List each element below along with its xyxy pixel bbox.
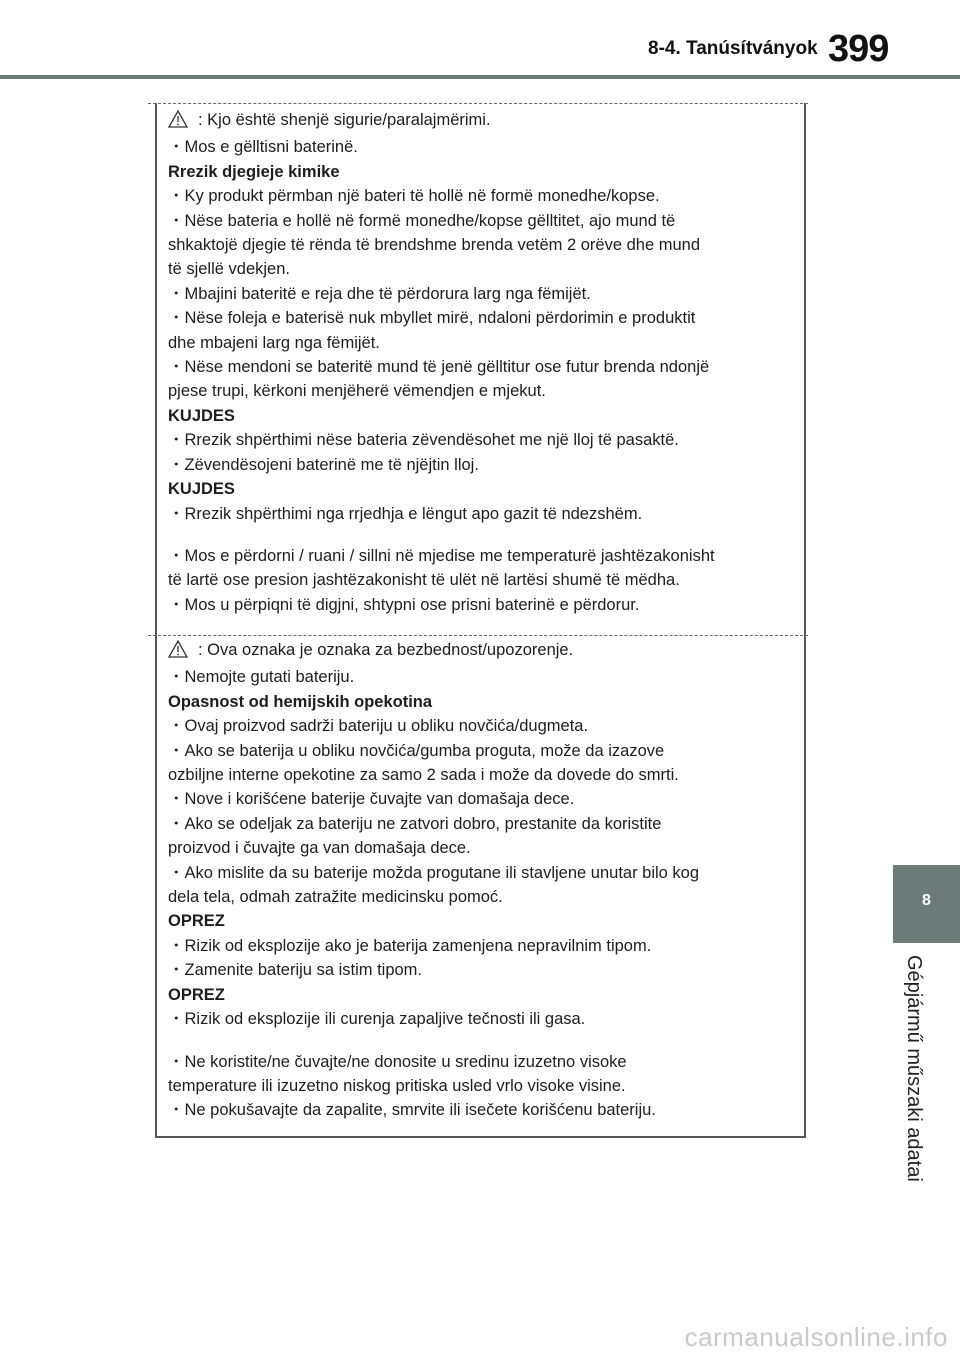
line-text: ・Ako se baterija u obliku novčića/gumba proguta, može da izazove [168,741,665,760]
line-text: : Ova oznaka je oznaka za bezbednost/upozorenje. [198,641,574,659]
line-text: ・Nëse mendoni se bateritë mund të jenë gëlltitur ose futur brenda ndonjë [168,358,710,377]
line-text: dela tela, odmah zatražite medicinsku pomoć. [168,888,503,907]
text-line [168,638,788,665]
text-line [168,331,788,355]
line-text: ・Mos e përdorni / ruani / sillni në mjedise me temperaturë jashtëzakonisht [168,546,715,565]
text-line [168,257,788,281]
text-line [168,714,788,738]
line-text: pjese trupi, kërkoni menjëherë vëmendjen e mjekut. [168,382,546,401]
text-line [168,306,788,330]
line-text: ・Mos u përpiqni të digjni, shtypni ose prisni baterinë e përdorur. [168,595,640,614]
section-heading [168,983,788,1007]
middle-dashed-rule [148,635,808,636]
chapter-number: 8 [922,892,931,909]
warning-triangle-icon [168,110,188,135]
section-heading [168,909,788,933]
line-text: ・Rrezik shpërthimi nëse bateria zëvendësohet me një lloj të pasaktë. [168,431,679,450]
line-text: ・Ako mislite da su baterije možda progutane ili stavljene unutar bilo kog [168,863,700,882]
text-line [168,209,788,233]
serbian-section [168,638,788,1123]
text-line [168,108,788,135]
line-text: ・Rizik od eksplozije ili curenja zapaljive tečnosti ili gasa. [168,1010,586,1029]
line-text: ・Nove i korišćene baterije čuvajte van domašaja dece. [168,790,575,809]
line-text: të sjellë vdekjen. [168,260,290,279]
text-line [168,568,788,592]
header-rule [0,75,960,79]
section-heading [168,690,788,714]
line-text: dhe mbajeni larg nga fëmijët. [168,333,380,352]
chapter-title: Gépjármű műszaki adatai [903,955,925,1182]
section-heading [168,160,788,184]
line-text: Rrezik djegieje kimike [168,162,340,181]
text-line [168,593,788,617]
text-line [168,885,788,909]
albanian-section [168,108,788,617]
watermark: carmanualsonline.info [684,1322,948,1352]
text-line [168,1098,788,1122]
line-text: : Kjo është shenjë sigurie/paralajmërimi. [198,111,491,129]
text-line [168,282,788,306]
text-line [168,1050,788,1074]
line-text: shkaktojë djegie të rënda të brendshme brenda vetëm 2 orëve dhe mund [168,236,701,255]
text-line [168,453,788,477]
line-text: ・Mbajini bateritë e reja dhe të përdorura larg nga fëmijët. [168,284,591,303]
chapter-tab[interactable] [893,865,960,943]
text-line [168,836,788,860]
text-line [168,502,788,526]
line-text: ・Rizik od eksplozije ako je baterija zamenjena nepravilnim tipom. [168,936,652,955]
line-text: ・Ne koristite/ne čuvajte/ne donosite u sredinu izuzetno visoke [168,1052,627,1071]
text-line [168,233,788,257]
text-line [168,763,788,787]
text-line [168,958,788,982]
section-title: 8-4. Tanúsítványok [648,38,818,59]
section-heading [168,477,788,501]
text-line [168,428,788,452]
warning-triangle-icon [168,640,188,665]
line-text: ・Rrezik shpërthimi nga rrjedhja e lëngut apo gazit të ndezshëm. [168,504,643,523]
text-line [168,184,788,208]
text-line [168,544,788,568]
line-text: ・Ovaj proizvod sadrži bateriju u obliku novčića/dugmeta. [168,717,589,736]
line-text: OPREZ [168,985,225,1004]
top-dashed-rule [148,103,808,104]
page-number: 399 [828,28,889,70]
line-text: ・Nëse foleja e baterisë nuk mbyllet mirë, ndaloni përdorimin e produktit [168,309,696,328]
text-line [168,665,788,689]
line-text: Opasnost od hemijskih opekotina [168,692,433,711]
line-text: ・Zëvendësojeni baterinë me të njëjtin lloj. [168,455,479,474]
line-text: ・Zamenite bateriju sa istim tipom. [168,961,423,980]
line-text: ・Mos e gëlltisni baterinë. [168,138,358,157]
line-text: ・Ky produkt përmban një bateri të hollë në formë monedhe/kopse. [168,187,660,206]
text-line [168,135,788,159]
line-text: ・Ne pokušavajte da zapalite, smrvite ili isečete korišćenu bateriju. [168,1101,656,1120]
text-line [168,379,788,403]
line-text: KUJDES [168,406,235,425]
line-text: të lartë ose presion jashtëzakonisht të ulët në lartësi shumë të mëdha. [168,571,680,590]
text-line [168,812,788,836]
text-line [168,861,788,885]
text-line [168,787,788,811]
line-text: ・Nemojte gutati bateriju. [168,668,355,687]
text-line [168,934,788,958]
section-heading [168,404,788,428]
line-text: ・Ako se odeljak za bateriju ne zatvori dobro, prestanite da koristite [168,814,662,833]
line-text: ・Nëse bateria e hollë në formë monedhe/kopse gëlltitet, ajo mund të [168,211,676,230]
line-text: KUJDES [168,480,235,499]
line-text: proizvod i čuvajte ga van domašaja dece. [168,839,471,858]
text-line [168,355,788,379]
line-text: temperature ili izuzetno niskog pritiska usled vrlo visoke visine. [168,1076,626,1095]
chapter-label [895,955,935,1205]
text-line [168,1074,788,1098]
text-line [168,739,788,763]
text-line [168,1007,788,1031]
line-text: OPREZ [168,912,225,931]
line-text: ozbiljne interne opekotine za samo 2 sada i može da dovede do smrti. [168,766,679,785]
